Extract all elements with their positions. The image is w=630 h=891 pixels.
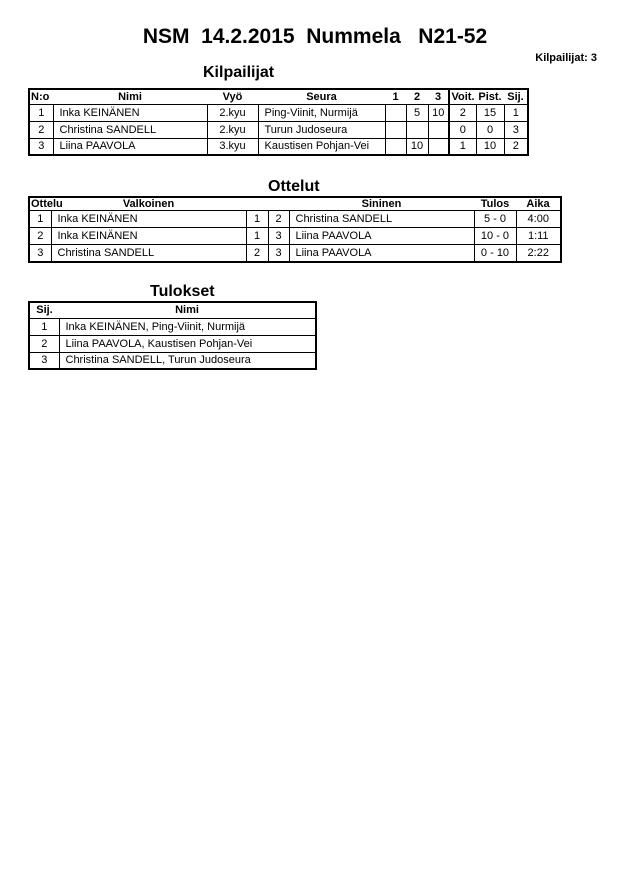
column-header-place: Sij. bbox=[29, 302, 59, 318]
cell-club: Kaustisen Pohjan-Vei bbox=[258, 138, 385, 155]
cell-club: Ping-Viinit, Nurmijä bbox=[258, 104, 385, 121]
cell-blue-no: 2 bbox=[268, 211, 289, 228]
cell-round2: 5 bbox=[406, 104, 428, 121]
table-row bbox=[29, 104, 528, 121]
cell-place: 1 bbox=[504, 104, 528, 121]
table-row bbox=[29, 211, 561, 228]
results-header-row bbox=[29, 302, 316, 318]
competitors-header-row bbox=[29, 89, 528, 104]
cell-belt: 3.kyu bbox=[207, 138, 258, 155]
cell-no: 2 bbox=[29, 121, 53, 138]
cell-wins: 0 bbox=[449, 121, 476, 138]
cell-name: Christina SANDELL bbox=[53, 121, 207, 138]
cell-club: Turun Judoseura bbox=[258, 121, 385, 138]
cell-blue-name: Christina SANDELL bbox=[289, 211, 474, 228]
section-heading-tulokset: Tulokset bbox=[150, 283, 215, 300]
cell-points: 10 bbox=[476, 138, 504, 155]
cell-place: 2 bbox=[29, 335, 59, 352]
column-header-white: Valkoinen bbox=[51, 197, 246, 211]
table-row bbox=[29, 121, 528, 138]
participants-count-label: Kilpailijat: 3 bbox=[535, 52, 597, 64]
cell-round2: 10 bbox=[406, 138, 428, 155]
cell-no: 3 bbox=[29, 138, 53, 155]
cell-result: 10 - 0 bbox=[474, 228, 516, 245]
cell-white-name: Christina SANDELL bbox=[51, 245, 246, 262]
table-row bbox=[29, 138, 528, 155]
cell-name-club: Inka KEINÄNEN, Ping-Viinit, Nurmijä bbox=[59, 318, 316, 335]
cell-time: 2:22 bbox=[516, 245, 561, 262]
cell-place: 2 bbox=[504, 138, 528, 155]
page-title: NSM 14.2.2015 Nummela N21-52 bbox=[142, 25, 488, 48]
column-header-blue: Sininen bbox=[289, 197, 474, 211]
cell-white-no: 1 bbox=[246, 211, 268, 228]
cell-round3 bbox=[428, 138, 449, 155]
cell-wins: 2 bbox=[449, 104, 476, 121]
column-header-name: Nimi bbox=[53, 89, 207, 104]
cell-round1 bbox=[385, 104, 406, 121]
table-row bbox=[29, 228, 561, 245]
cell-result: 5 - 0 bbox=[474, 211, 516, 228]
cell-belt: 2.kyu bbox=[207, 104, 258, 121]
table-row bbox=[29, 318, 316, 335]
cell-wins: 1 bbox=[449, 138, 476, 155]
cell-round3 bbox=[428, 121, 449, 138]
cell-white-name: Inka KEINÄNEN bbox=[51, 211, 246, 228]
table-row bbox=[29, 335, 316, 352]
cell-time: 4:00 bbox=[516, 211, 561, 228]
column-header-result: Tulos bbox=[474, 197, 516, 211]
cell-round2 bbox=[406, 121, 428, 138]
column-header-belt: Vyö bbox=[207, 89, 258, 104]
column-header-match: Ottelu bbox=[31, 198, 63, 210]
cell-blue-name: Liina PAAVOLA bbox=[289, 245, 474, 262]
column-header-place: Sij. bbox=[504, 89, 528, 104]
cell-name-club: Christina SANDELL, Turun Judoseura bbox=[59, 352, 316, 369]
column-header-round1: 1 bbox=[385, 89, 406, 104]
section-heading-kilpailijat: Kilpailijat bbox=[203, 64, 275, 81]
cell-white-name: Inka KEINÄNEN bbox=[51, 228, 246, 245]
cell-blue-no: 3 bbox=[268, 245, 289, 262]
column-header-no: N:o bbox=[29, 89, 53, 104]
column-header-empty bbox=[268, 197, 289, 211]
cell-round3: 10 bbox=[428, 104, 449, 121]
cell-match-no: 1 bbox=[29, 211, 51, 228]
cell-match-no: 2 bbox=[29, 228, 51, 245]
table-row bbox=[29, 245, 561, 262]
cell-round1 bbox=[385, 121, 406, 138]
cell-round1 bbox=[385, 138, 406, 155]
cell-white-no: 2 bbox=[246, 245, 268, 262]
cell-points: 0 bbox=[476, 121, 504, 138]
cell-place: 1 bbox=[29, 318, 59, 335]
column-header-wins: Voit. bbox=[449, 89, 476, 104]
cell-result: 0 - 10 bbox=[474, 245, 516, 262]
cell-name-club: Liina PAAVOLA, Kaustisen Pohjan-Vei bbox=[59, 335, 316, 352]
cell-belt: 2.kyu bbox=[207, 121, 258, 138]
cell-place: 3 bbox=[29, 352, 59, 369]
cell-white-no: 1 bbox=[246, 228, 268, 245]
cell-place: 3 bbox=[504, 121, 528, 138]
column-header-empty bbox=[246, 197, 268, 211]
column-header-points: Pist. bbox=[476, 89, 504, 104]
column-header-round3: 3 bbox=[428, 89, 449, 104]
cell-no: 1 bbox=[29, 104, 53, 121]
results-table bbox=[28, 301, 317, 370]
matches-table bbox=[28, 196, 562, 263]
column-header-round2: 2 bbox=[406, 89, 428, 104]
competitors-table bbox=[28, 88, 529, 156]
cell-points: 15 bbox=[476, 104, 504, 121]
table-row bbox=[29, 352, 316, 369]
cell-time: 1:11 bbox=[516, 228, 561, 245]
column-header-name: Nimi bbox=[59, 302, 316, 318]
cell-blue-name: Liina PAAVOLA bbox=[289, 228, 474, 245]
cell-blue-no: 3 bbox=[268, 228, 289, 245]
cell-name: Inka KEINÄNEN bbox=[53, 104, 207, 121]
matches-header-row bbox=[29, 197, 561, 211]
column-header-club: Seura bbox=[258, 89, 385, 104]
cell-name: Liina PAAVOLA bbox=[53, 138, 207, 155]
column-header-time: Aika bbox=[516, 197, 561, 211]
cell-match-no: 3 bbox=[29, 245, 51, 262]
section-heading-ottelut: Ottelut bbox=[268, 178, 320, 195]
